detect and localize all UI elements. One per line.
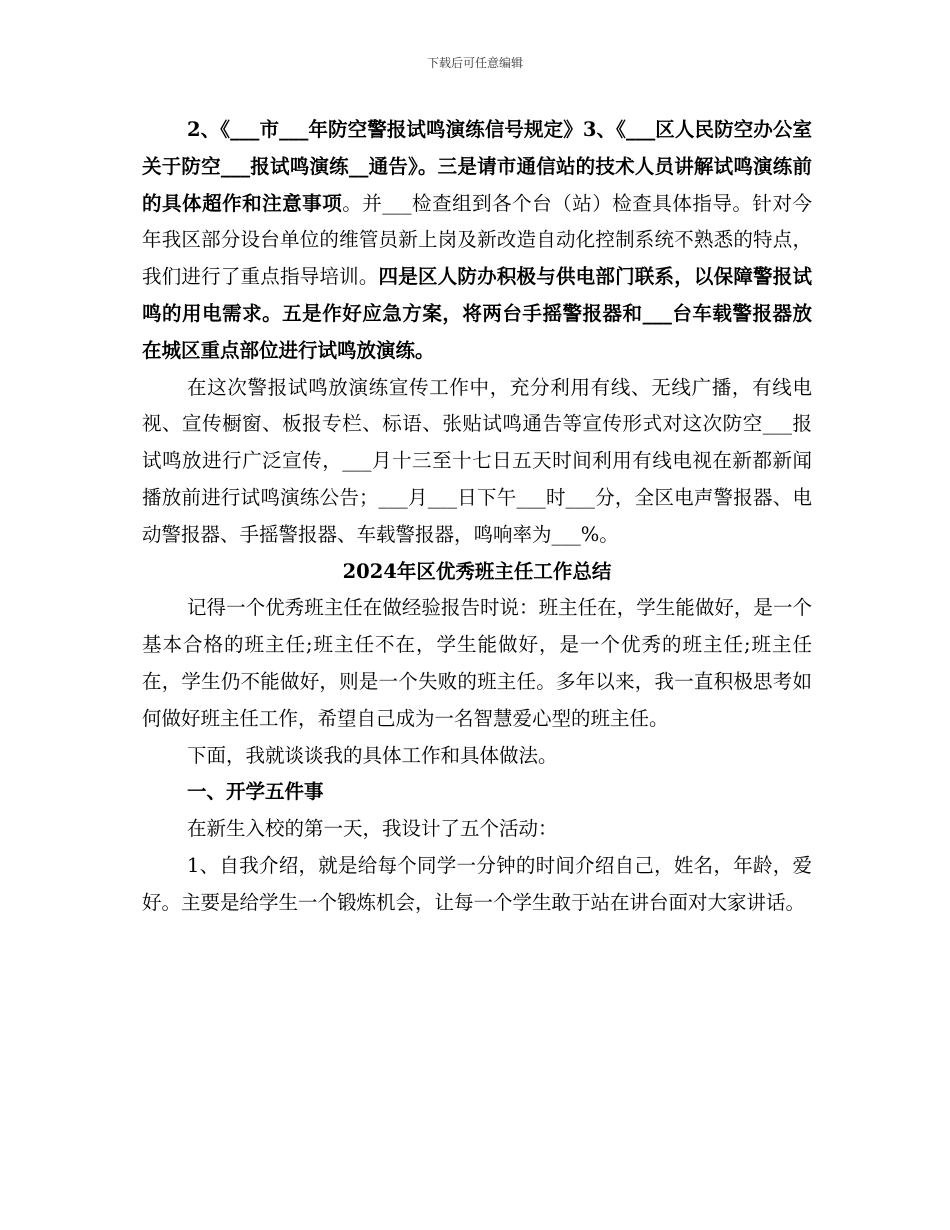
paragraph-activities: 在新生入校的第一天，我设计了五个活动： [187,817,558,841]
normal-text-training: 。并___检查组到各个台（站）检查具体指导。针对今年我区部分设台单位的维管员新上岗及新改造自动化控制系统不熟悉的特点，我们进行了重点指导培训。 [142,191,812,289]
bold-text-power-plan: 四是区人防办积极与供电部门联系，以保障警报试鸣的用电需求。五是作好应急方案，将两台手摇警报器和___台车载警报器放在城区重点部位进行试鸣放演练。 [142,265,812,362]
paragraph-publicity: 在这次警报试鸣放演练宣传工作中，充分利用有线、无线广播，有线电视、宣传橱窗、板报专栏、标语、张贴试鸣通告等宣传形式对这次防空___报试鸣放进行广泛宣传，___月十三至十七日五天时间利用有线电视在新都新闻播放前进行试鸣演练公告；___月___日下午___时___分，全区电声警报器、电动警报器、手摇警报器、车载警报器，鸣响率为___%。 [142,375,812,546]
document-body [142,112,812,922]
bold-text-rules: 2、《___市___年防空警报试鸣演练信号规定》3、《___区人民防空办公室关于防空___报试鸣演练__通告》。三是请市通信站的技术人员讲解试鸣演练前的具体超作和注意事项 [142,118,812,215]
document-title: 2024年区优秀班主任工作总结 [342,559,612,583]
paragraph-lead: 下面，我就谈谈我的具体工作和具体做法。 [187,743,558,767]
section-heading: 一、开学五件事 [187,780,324,804]
paragraph-intro: 记得一个优秀班主任在做经验报告时说：班主任在，学生能做好，是一个基本合格的班主任;班主任不在，学生能做好，是一个优秀的班主任;班主任在，学生仍不能做好，则是一个失败的班主任。多年以来，我一直积极思考如何做好班主任工作，希望自己成为一名智慧爱心型的班主任。 [142,596,812,730]
page-header: 下载后可任意编辑 [426,56,523,70]
paragraph-self-intro: 1、自我介绍，就是给每个同学一分钟的时间介绍自己，姓名，年龄，爱好。主要是给学生一个锻炼机会，让每一个学生敢于站在讲台面对大家讲话。 [142,853,812,914]
paragraph-alarm-rules [142,112,812,370]
